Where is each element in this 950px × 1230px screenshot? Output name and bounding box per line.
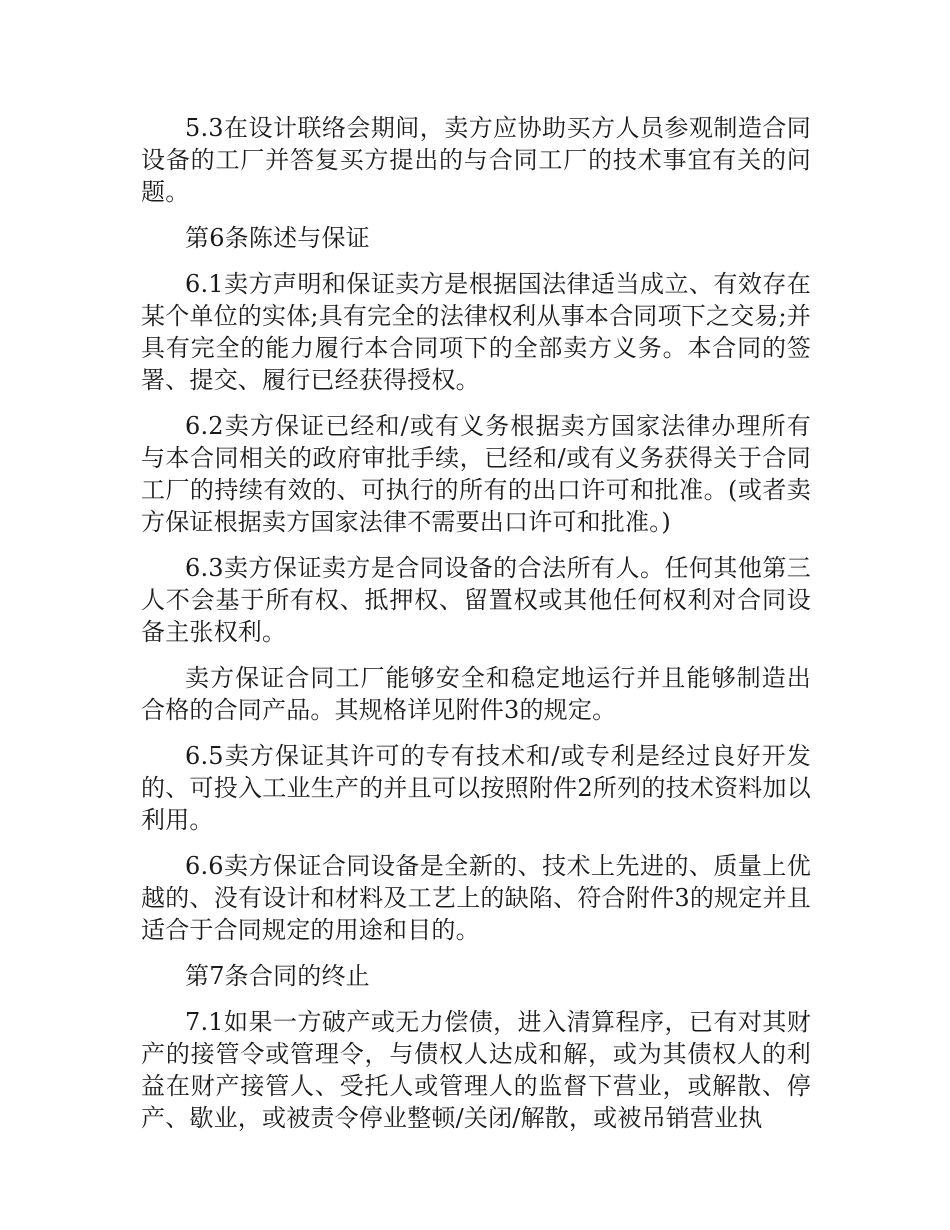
clause-6-3: 6.3卖方保证卖方是合同设备的合法所有人。任何其他第三人不会基于所有权、抵押权、留置权或其他任何权利对合同设备主张权利。 xyxy=(141,554,811,646)
article-7-heading: 第7条合同的终止 xyxy=(185,962,370,990)
clause-6-2: 6.2卖方保证已经和/或有义务根据卖方国家法律办理所有与本合同相关的政府审批手续，已经和/或有义务获得关于合同工厂的持续有效的、可执行的所有的出口许可和批准。(或者卖方保证根据卖方国家法律不需要出口许可和批准。) xyxy=(141,412,811,536)
clause-6-6: 6.6卖方保证合同设备是全新的、技术上先进的、质量上优越的、没有设计和材料及工艺上的缺陷、符合附件3的规定并且适合于合同规定的用途和目的。 xyxy=(141,852,811,944)
clause-7-1: 7.1如果一方破产或无力偿债，进入清算程序，已有对其财产的接管令或管理令，与债权人达成和解，或为其债权人的利益在财产接管人、受托人或管理人的监督下营业，或解散、停产、歇业，或被责令停业整顿/关闭/解散，或被吊销营业执 xyxy=(141,1008,811,1132)
clause-5-3: 5.3在设计联络会期间，卖方应协助买方人员参观制造合同设备的工厂并答复买方提出的与合同工厂的技术事宜有关的问题。 xyxy=(141,114,811,206)
document-body xyxy=(141,112,811,1148)
article-6-heading: 第6条陈述与保证 xyxy=(185,224,370,252)
clause-6-5: 6.5卖方保证其许可的专有技术和/或专利是经过良好开发的、可投入工业生产的并且可以按照附件2所列的技术资料加以利用。 xyxy=(141,742,811,834)
clause-6-1: 6.1卖方声明和保证卖方是根据国法律适当成立、有效存在某个单位的实体;具有完全的法律权利从事本合同项下之交易;并具有完全的能力履行本合同项下的全部卖方义务。本合同的签署、提交、履行已经获得授权。 xyxy=(141,270,811,394)
clause-6-4: 卖方保证合同工厂能够安全和稳定地运行并且能够制造出合格的合同产品。其规格详见附件3的规定。 xyxy=(141,664,811,724)
